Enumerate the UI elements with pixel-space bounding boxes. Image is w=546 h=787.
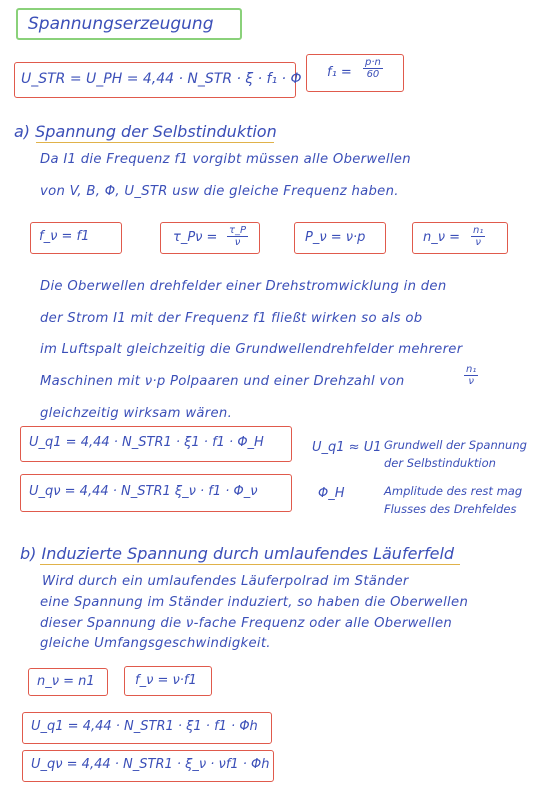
nv-box <box>412 222 508 254</box>
section-a-line2: von V, B, Φ, U_STR usw die gleiche Frequenz haben. <box>40 184 399 199</box>
uq1-formula: U_q1 = 4,44 · N_STR1 · ξ1 · f1 · Φ_H <box>29 435 264 450</box>
f1-formula-lhs: f₁ = <box>327 65 352 80</box>
uq1-note-lhs: U_q1 ≈ U1 <box>312 440 382 455</box>
section-a-para2: der Strom I1 mit der Frequenz f1 fließt wirken so als ob <box>40 311 423 326</box>
section-a-underline <box>36 142 274 143</box>
f1-formula-fraction <box>363 57 383 80</box>
uqv-box <box>20 474 292 512</box>
fv-vf1-box <box>124 666 212 696</box>
para4-den: ν <box>468 376 474 387</box>
uqv-note: Amplitude des rest mag <box>384 484 523 498</box>
uqv-note2: Flusses des Drehfeldes <box>384 502 517 516</box>
para4-fraction <box>464 364 478 387</box>
section-b-underline <box>40 564 460 565</box>
section-b-line3: dieser Spannung die ν-fache Frequenz oder alle Oberwellen <box>40 616 453 631</box>
section-a-para4: Maschinen mit ν·p Polpaaren und einer Drehzahl von <box>40 374 405 389</box>
taupv-box <box>160 222 260 254</box>
f1-formula-den: 60 <box>366 69 380 80</box>
title-box <box>16 8 242 40</box>
taupv-fraction <box>227 225 248 248</box>
nv-num: n₁ <box>473 225 484 236</box>
section-b-line1: Wird durch ein umlaufendes Läuferpolrad im Ständer <box>42 574 409 589</box>
fv-box <box>30 222 122 254</box>
pv-formula: P_ν = ν·p <box>305 230 366 245</box>
page-title: Spannungserzeugung <box>28 14 214 34</box>
section-a-heading: a) Spannung der Selbstinduktion <box>14 122 277 141</box>
b-uqv-box <box>22 750 274 782</box>
nv-n1-box <box>28 668 108 696</box>
taupv-den: ν <box>234 237 241 248</box>
uq1-box <box>20 426 292 462</box>
section-a-para5: gleichzeitig wirksam wären. <box>40 406 233 421</box>
uq1-note2: der Selbstinduktion <box>384 456 496 470</box>
nv-fraction <box>471 225 485 248</box>
section-a-para3: im Luftspalt gleichzeitig die Grundwellendrehfelder mehrerer <box>40 342 463 357</box>
main-formula-box <box>14 62 302 98</box>
b-uqv-formula: U_qν = 4,44 · N_STR1 · ξ_ν · νf1 · Φh <box>31 757 270 772</box>
fv-vf1-formula: f_ν = ν·f1 <box>135 673 197 688</box>
section-b-line2: eine Spannung im Ständer induziert, so haben die Oberwellen <box>40 595 469 610</box>
uq1-note: Grundwell der Spannung <box>384 438 527 452</box>
section-b-heading: b) Induzierte Spannung durch umlaufendes Läuferfeld <box>20 544 455 563</box>
taupv-num: τ_P <box>229 225 247 236</box>
b-uq1-box <box>22 712 272 744</box>
para4-num: n₁ <box>466 364 477 375</box>
nv-lhs: n_ν = <box>423 230 461 245</box>
main-formula: U_STR = U_PH = 4,44 · N_STR · ξ · f₁ · Φ <box>21 71 302 87</box>
section-b-line4: gleiche Umfangsgeschwindigkeit. <box>40 636 271 651</box>
taupv-lhs: τ_Pν = <box>173 230 218 245</box>
fv-formula: f_ν = f1 <box>39 229 90 244</box>
nv-n1-formula: n_ν = n1 <box>37 674 95 689</box>
section-a-line1: Da I1 die Frequenz f1 vorgibt müssen alle Oberwellen <box>40 152 411 167</box>
nv-den: ν <box>475 237 481 248</box>
uqv-note-lhs: Φ_H <box>318 486 345 501</box>
pv-box <box>294 222 386 254</box>
uqv-formula: U_qν = 4,44 · N_STR1 ξ_ν · f1 · Φ_ν <box>29 484 258 499</box>
section-a-para1: Die Oberwellen drehfelder einer Drehstromwicklung in den <box>40 279 447 294</box>
f1-formula-num: p·n <box>365 57 381 68</box>
b-uq1-formula: U_q1 = 4,44 · N_STR1 · ξ1 · f1 · Φh <box>31 719 258 734</box>
f1-formula-box <box>306 54 404 92</box>
